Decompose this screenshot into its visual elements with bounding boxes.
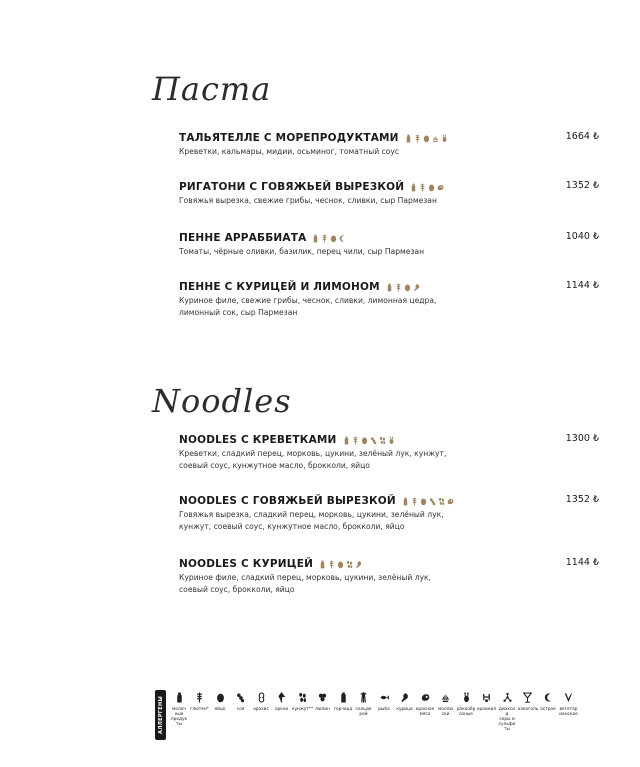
legend-label: вегетар ианское	[559, 707, 578, 717]
milk-icon	[386, 283, 393, 292]
dish-price: 1352 ₺	[565, 180, 599, 191]
legend-item	[396, 690, 414, 732]
legend-label: соя	[236, 707, 245, 712]
menu-item	[179, 494, 599, 532]
dish-name: РИГАТОНИ С ГОВЯЖЬЕЙ ВЫРЕЗКОЙ	[179, 181, 405, 193]
legend-label: рыба	[378, 707, 390, 712]
soy-icon	[236, 692, 245, 703]
soy-icon	[370, 436, 377, 445]
menu-item	[179, 557, 599, 595]
peanut-icon	[257, 692, 266, 703]
legend-label: алкоголь	[517, 707, 539, 712]
legend-label: моллю ски	[438, 707, 453, 717]
shellfish-icon	[432, 134, 439, 143]
menu-item	[179, 231, 599, 258]
dish-description: Креветки, сладкий перец, морковь, цукини, зелёный лук, кунжут, соевый соус, кунжутное масло, брокколи, яйцо	[179, 449, 447, 470]
dish-price: 1144 ₺	[565, 557, 599, 568]
legend-item	[170, 690, 188, 732]
legend-item	[437, 690, 455, 732]
legend-item	[478, 690, 496, 732]
legend-item	[539, 690, 557, 732]
milk-bottle-icon	[175, 692, 184, 703]
sesame-icon	[379, 436, 386, 445]
vegetarian-icon	[564, 692, 573, 703]
legend-item	[252, 690, 270, 732]
allergen-icons	[402, 497, 454, 506]
dish-price: 1144 ₺	[565, 280, 599, 291]
legend-label: молоч ные продук ты	[170, 707, 188, 727]
cocktail-icon	[523, 692, 532, 703]
milk-icon	[343, 436, 350, 445]
crustaceans-icon	[388, 436, 395, 445]
legend-label: диокси д серы и сульфи ты	[498, 707, 516, 732]
celery-icon	[359, 692, 368, 703]
crustacean-icon	[462, 692, 471, 703]
egg-icon	[337, 560, 344, 569]
legend-item	[416, 690, 434, 732]
dish-name: ПЕННЕ АРРАББИАТА	[179, 232, 307, 244]
legend-label: сельде рей	[355, 707, 372, 717]
legend-label: курица	[396, 707, 413, 712]
legend-label: крахмал	[476, 707, 497, 712]
gluten-icon	[395, 283, 402, 292]
section-title-pasta: Паста	[152, 70, 272, 108]
legend-item	[375, 690, 393, 732]
gluten-icon	[419, 183, 426, 192]
legend-item	[191, 690, 209, 732]
allergen-legend	[155, 690, 580, 740]
egg-icon	[216, 692, 225, 703]
legend-item	[519, 690, 537, 732]
egg-icon	[330, 234, 337, 243]
milk-icon	[319, 560, 326, 569]
milk-icon	[410, 183, 417, 192]
sulfite-icon	[503, 692, 512, 703]
gluten-icon	[352, 436, 359, 445]
legend-label: горчица	[333, 707, 353, 712]
shellfish-icon	[441, 692, 450, 703]
menu-item	[179, 131, 599, 158]
legend-label: острое	[540, 707, 556, 712]
milk-icon	[402, 497, 409, 506]
dish-price: 1300 ₺	[565, 433, 599, 444]
legend-label: орехи	[274, 707, 289, 712]
dish-price: 1664 ₺	[565, 131, 599, 142]
dish-description: Томаты, чёрные оливки, базилик, перец чили, сыр Пармезан	[179, 247, 425, 256]
dish-name: NOODLES С КРЕВЕТКАМИ	[179, 434, 337, 446]
legend-label: глютен*	[190, 707, 209, 712]
legend-item	[232, 690, 250, 732]
legend-tab	[155, 690, 166, 740]
crustaceans-icon	[441, 134, 448, 143]
chicken-icon	[355, 560, 362, 569]
gluten-icon	[321, 234, 328, 243]
legend-label: люпин	[315, 707, 330, 712]
egg-icon	[361, 436, 368, 445]
dish-name: ПЕННЕ С КУРИЦЕЙ И ЛИМОНОМ	[179, 281, 380, 293]
milk-icon	[405, 134, 412, 143]
dish-name: NOODLES С КУРИЦЕЙ	[179, 558, 314, 570]
egg-icon	[420, 497, 427, 506]
lupin-icon	[318, 692, 327, 703]
fish-icon	[380, 692, 389, 703]
sesame-icon	[298, 692, 307, 703]
legend-tab-label: АЛЛЕРГЕНЫ	[157, 696, 164, 734]
milk-icon	[312, 234, 319, 243]
legend-item	[314, 690, 332, 732]
gluten-icon	[328, 560, 335, 569]
red-meat-icon	[421, 692, 430, 703]
legend-items	[170, 690, 580, 732]
red-meat-icon	[447, 497, 454, 506]
wheat-icon	[195, 692, 204, 703]
dish-price: 1352 ₺	[565, 494, 599, 505]
legend-item	[355, 690, 373, 732]
allergen-icons	[410, 183, 444, 192]
allergen-icons	[386, 283, 420, 292]
menu-item	[179, 180, 599, 207]
gluten-icon	[414, 134, 421, 143]
allergen-icons	[405, 134, 448, 143]
egg-icon	[423, 134, 430, 143]
gluten-icon	[411, 497, 418, 506]
dish-price: 1040 ₺	[565, 231, 599, 242]
legend-item	[498, 690, 516, 732]
sesame-icon	[438, 497, 445, 506]
legend-item	[211, 690, 229, 732]
dish-description: Говяжья вырезка, свежие грибы, чеснок, сливки, сыр Пармезан	[179, 196, 437, 205]
dish-description: Креветки, кальмары, мидии, осьминог, томатный соус	[179, 147, 400, 156]
menu-item	[179, 433, 599, 471]
legend-item	[273, 690, 291, 732]
legend-item	[457, 690, 475, 732]
nut-icon	[277, 692, 286, 703]
legend-label: арахис	[253, 707, 269, 712]
chili-icon	[544, 692, 553, 703]
sesame-icon	[346, 560, 353, 569]
crab-icon	[482, 692, 491, 703]
section-title-noodles: Noodles	[152, 382, 292, 420]
legend-item	[560, 690, 578, 732]
dish-description: Куриное филе, свежие грибы, чеснок, сливки, лимонная цедра, лимонный сок, сыр Пармезан	[179, 296, 437, 317]
soy-icon	[429, 497, 436, 506]
spicy-icon	[339, 234, 346, 243]
dish-description: Говяжья вырезка, сладкий перец, морковь, цукини, зелёный лук, кунжут, соевый соус, кунжутное масло, брокколи, яйцо	[179, 510, 444, 531]
legend-label: ракообр азные	[456, 707, 476, 717]
egg-icon	[428, 183, 435, 192]
menu-item	[179, 280, 599, 318]
allergen-icons	[343, 436, 395, 445]
allergen-icons	[319, 560, 362, 569]
chicken-icon	[400, 692, 409, 703]
dish-description: Куриное филе, сладкий перец, морковь, цукини, зелёный лук, соевый соус, брокколи, яйцо	[179, 573, 432, 594]
chicken-icon	[413, 283, 420, 292]
legend-item	[292, 690, 314, 732]
mustard-icon	[339, 692, 348, 703]
egg-icon	[404, 283, 411, 292]
allergen-icons	[312, 234, 346, 243]
legend-label: кунжут**	[292, 707, 314, 712]
legend-item	[334, 690, 352, 732]
dish-name: ТАЛЬЯТЕЛЛЕ С МОРЕПРОДУКТАМИ	[179, 132, 399, 144]
red-meat-icon	[437, 183, 444, 192]
legend-label: яйцо	[214, 707, 226, 712]
dish-name: NOODLES С ГОВЯЖЬЕЙ ВЫРЕЗКОЙ	[179, 495, 396, 507]
legend-label: красное мясо	[415, 707, 435, 717]
